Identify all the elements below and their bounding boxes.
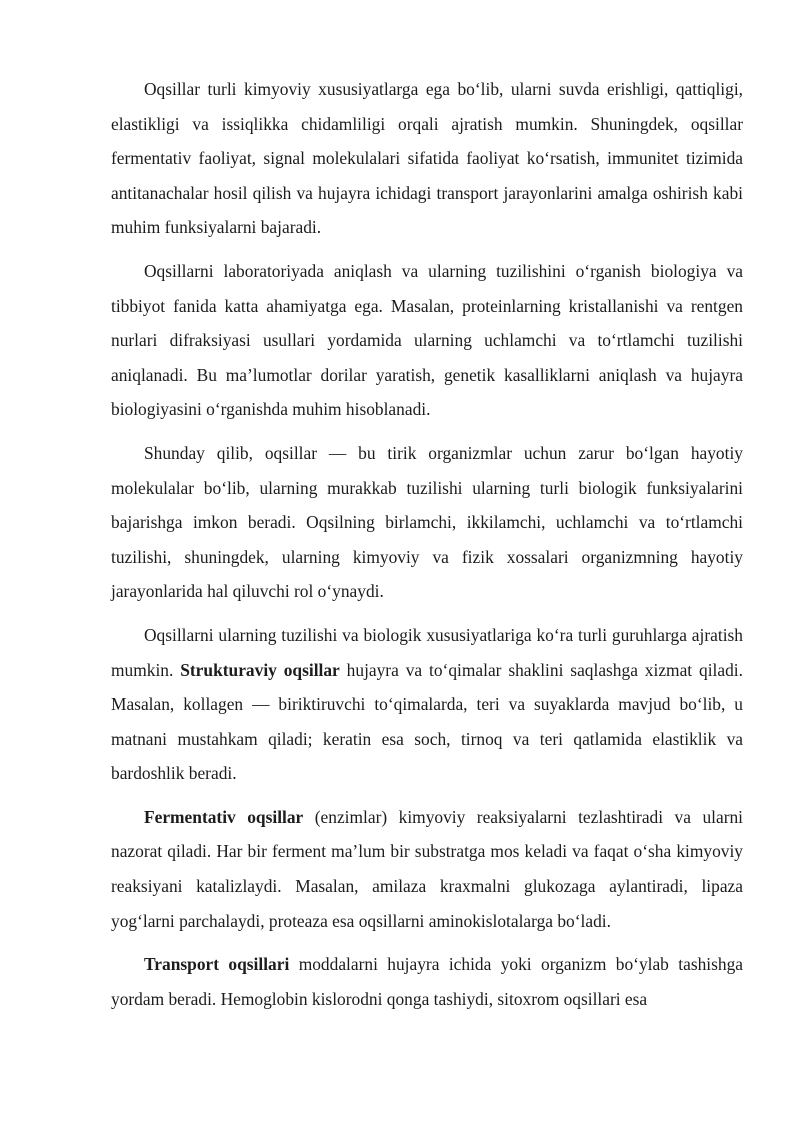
bold-term-enzymatic-proteins: Fermentativ oqsillar [144, 806, 304, 827]
paragraph-3 [111, 436, 743, 609]
paragraph-1 [111, 72, 743, 245]
paragraph-5 [111, 800, 743, 938]
paragraph-text: (enzimlar) kimyoviy reaksiyalarni tezlashtiradi va ularni nazorat qiladi. Har bir ferment ma’lum bir substratga mos keladi va faqat o‘sha kimyoviy reaksiyani katalizlaydi. Masalan, amilaza kraxmalni glukozaga aylantiradi, lipaza yog‘larni parchalaydi, proteaza esa oqsillarni aminokislotalarga bo‘ladi. [111, 806, 744, 931]
paragraph-text: Shunday qilib, oqsillar — bu tirik organizmlar uchun zarur bo‘lgan hayotiy molekulalar bo‘lib, ularning murakkab tuzilishi ularning turli biologik funksiyalarini bajarishga imkon beradi. Oqsilning birlamchi, ikkilamchi, uchlamchi va to‘rtlamchi tuzilishi, shuningdek, ularning kimyoviy va fizik xossalari organizmning hayotiy jarayonlarida hal qiluvchi rol o‘ynaydi. [111, 442, 743, 602]
paragraph-text: Oqsillarni laboratoriyada aniqlash va ularning tuzilishini o‘rganish biologiya va tibbiyot fanida katta ahamiyatga ega. Masalan, proteinlarning kristallanishi va rentgen nurlari difraksiyasi usullari yordamida ularning uchlamchi va to‘rtlamchi tuzilishi aniqlanadi. Bu ma’lumotlar dorilar yaratish, genetik kasalliklarni aniqlash va hujayra biologiyasini o‘rganishda muhim hisoblanadi. [111, 260, 743, 420]
paragraph-text: hujayra va to‘qimalar shaklini saqlashga xizmat qiladi. Masalan, kollagen — biriktiruvchi to‘qimalarda, teri va suyaklarda mavjud bo‘lib, u matnani mustahkam qiladi; keratin esa soch, tirnoq va teri qatlamida elastiklik va bardoshlik beradi. [111, 659, 743, 784]
bold-term-structural-proteins: Strukturaviy oqsillar [180, 659, 340, 680]
paragraph-text: moddalarni hujayra ichida yoki organizm bo‘ylab tashishga yordam beradi. Hemoglobin kislorodni qonga tashiydi, sitoxrom oqsillari esa [111, 954, 743, 1009]
paragraph-6 [111, 947, 743, 1016]
paragraph-text: Oqsillarni ularning tuzilishi va biologik xususiyatlariga ko‘ra turli guruhlarga ajratish mumkin. [111, 624, 743, 680]
bold-term-transport-proteins: Transport oqsillari [144, 954, 290, 975]
body-text [111, 72, 743, 1025]
paragraph-4 [111, 618, 743, 791]
paragraph-text: Oqsillar turli kimyoviy xususiyatlarga ega bo‘lib, ularni suvda erishligi, qattiqligi, elastikligi va issiqlikka chidamliligi orqali ajratish mumkin. Shuningdek, oqsillar fermentativ faoliyat, signal molekulalari sifatida faoliyat ko‘rsatish, immunitet tizimida antitanachalar hosil qilish va hujayra ichidagi transport jarayonlarini amalga oshirish kabi muhim funksiyalarni bajaradi. [111, 79, 743, 238]
paragraph-2 [111, 254, 743, 427]
